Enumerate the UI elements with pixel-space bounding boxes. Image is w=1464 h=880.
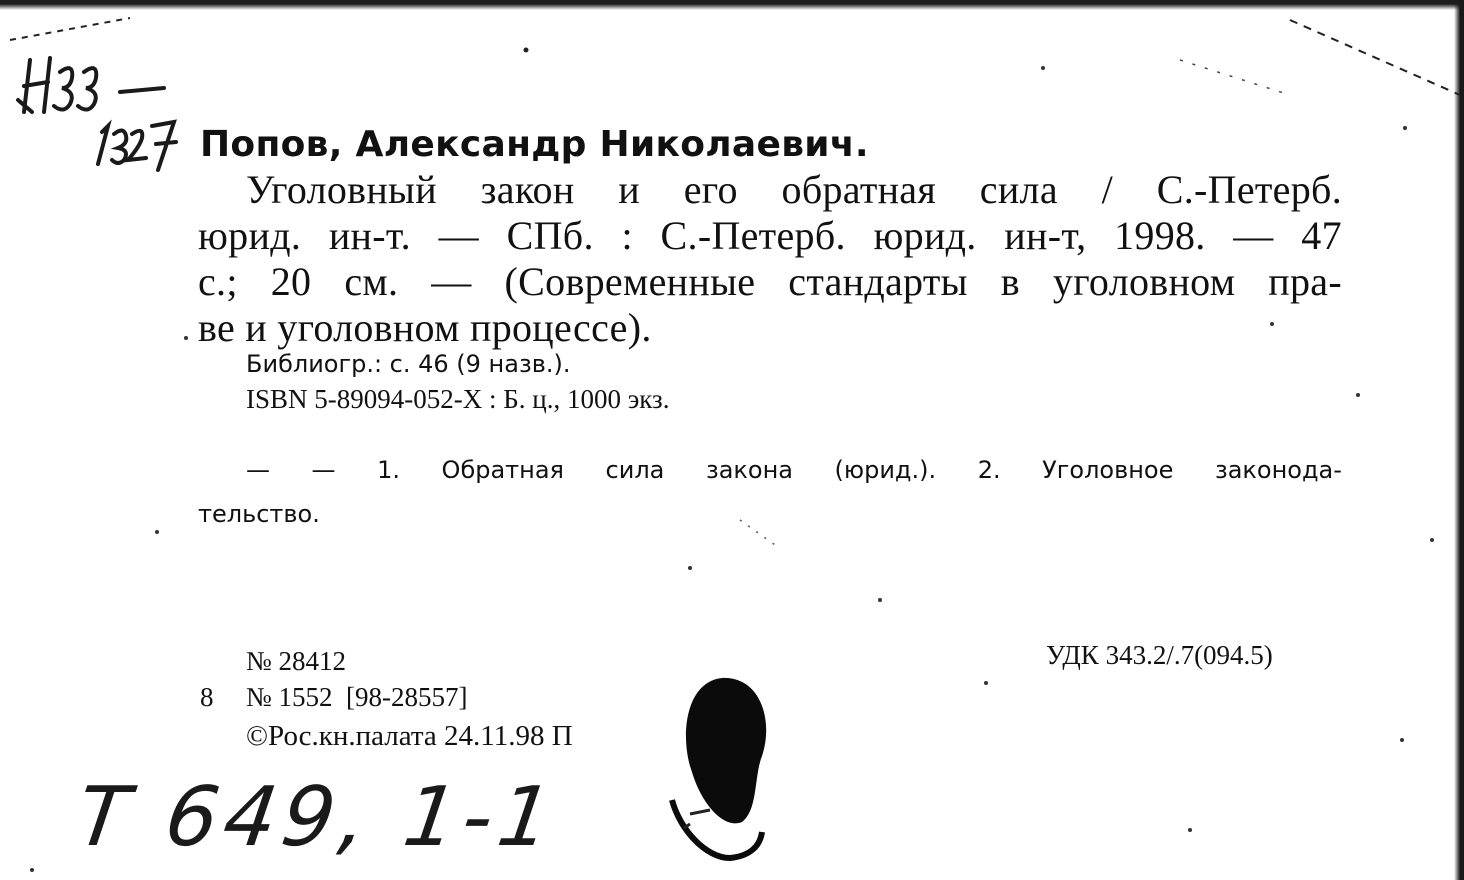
- book-chamber-imprint: ©Рос.кн.палата 24.11.98 П: [246, 720, 573, 752]
- word: сила: [605, 456, 665, 484]
- word: его: [683, 167, 738, 212]
- word: см.: [344, 259, 399, 304]
- word: ин-т,: [1004, 213, 1087, 258]
- word: :: [621, 213, 633, 258]
- word: —: [431, 259, 472, 304]
- punch-hole: [650, 660, 790, 880]
- word: законода-: [1214, 456, 1342, 484]
- word: с.;: [198, 259, 238, 304]
- word: —: [438, 213, 479, 258]
- word: 47: [1301, 213, 1342, 258]
- registration-number: № 28412: [246, 646, 347, 676]
- word: Обратная: [441, 456, 564, 484]
- word: (Современные: [504, 259, 756, 304]
- word: юрид.: [198, 213, 302, 258]
- handwritten-shelfmark: [10, 48, 210, 178]
- entry-body-line-3: [198, 258, 1342, 305]
- handwritten-call-number: Т 649, 1-1: [71, 770, 564, 865]
- word: /: [1101, 167, 1114, 212]
- card-number: № 1552 [98-28557]: [246, 682, 468, 712]
- word: С.-Петерб.: [1156, 167, 1342, 212]
- entry-body-line-1: [246, 166, 1342, 213]
- prefix-number: 8: [200, 682, 214, 712]
- word: С.-Петерб.: [660, 213, 846, 258]
- word: 20: [270, 259, 312, 304]
- subject-headings-line-2: тельство.: [198, 500, 320, 528]
- word: юрид.: [873, 213, 977, 258]
- word: (юрид.).: [834, 456, 937, 484]
- word: уголовном: [1052, 259, 1236, 304]
- entry-body-line-2: [198, 212, 1342, 259]
- word: —: [1233, 213, 1274, 258]
- word: ин-т.: [328, 213, 411, 258]
- word: закон: [480, 167, 575, 212]
- word: —: [246, 456, 270, 484]
- word: стандарты: [788, 259, 968, 304]
- word: Уголовный: [246, 167, 437, 212]
- word: —: [311, 456, 336, 484]
- subject-headings-line-1: [246, 456, 1342, 484]
- word: 1998.: [1114, 213, 1206, 258]
- word: обратная: [781, 167, 937, 212]
- word: закона: [705, 456, 793, 484]
- isbn-note: ISBN 5-89094-052-X : Б. ц., 1000 экз.: [246, 384, 670, 414]
- word: 2.: [977, 456, 1001, 484]
- entry-heading: Попов, Александр Николаевич.: [200, 124, 869, 165]
- word: и: [618, 167, 640, 212]
- bibliography-note: Библиогр.: с. 46 (9 назв.).: [246, 350, 571, 378]
- udk-code: УДК 343.2/.7(094.5): [1046, 640, 1273, 670]
- word: в: [1000, 259, 1020, 304]
- word: СПб.: [506, 213, 594, 258]
- word: сила: [979, 167, 1058, 212]
- word: пра-: [1268, 259, 1342, 304]
- word: Уголовное: [1042, 456, 1174, 484]
- word: 1.: [377, 456, 400, 484]
- entry-body-line-4: ве и уголовном процессе).: [198, 305, 652, 350]
